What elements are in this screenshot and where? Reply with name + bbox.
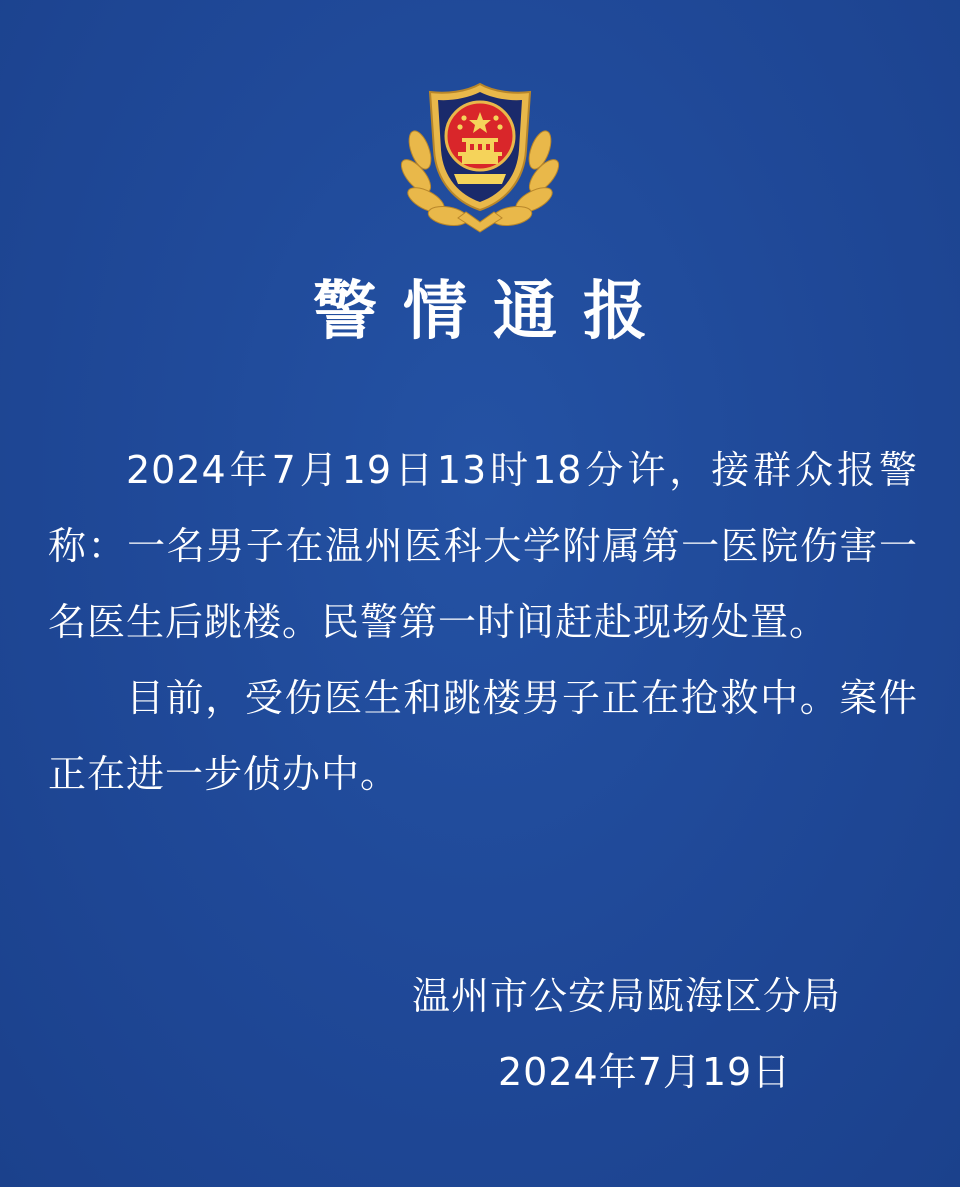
- notice-body: [48, 432, 918, 812]
- issue-date: 2024年7月19日: [498, 1050, 792, 1094]
- issuer-name: 温州市公安局瓯海区分局: [412, 974, 842, 1018]
- notice-paragraph-2: 目前，受伤医生和跳楼男子正在抢救中。案件正在进一步侦办中。: [48, 676, 918, 796]
- notice-title: 警情通报: [313, 275, 673, 349]
- notice-paragraph-1: 2024年7月19日13时18分许，接群众报警称：一名男子在温州医科大学附属第一医院伤害一名医生后跳楼。民警第一时间赶赴现场处置。: [48, 448, 918, 644]
- police-emblem-icon: [398, 80, 562, 234]
